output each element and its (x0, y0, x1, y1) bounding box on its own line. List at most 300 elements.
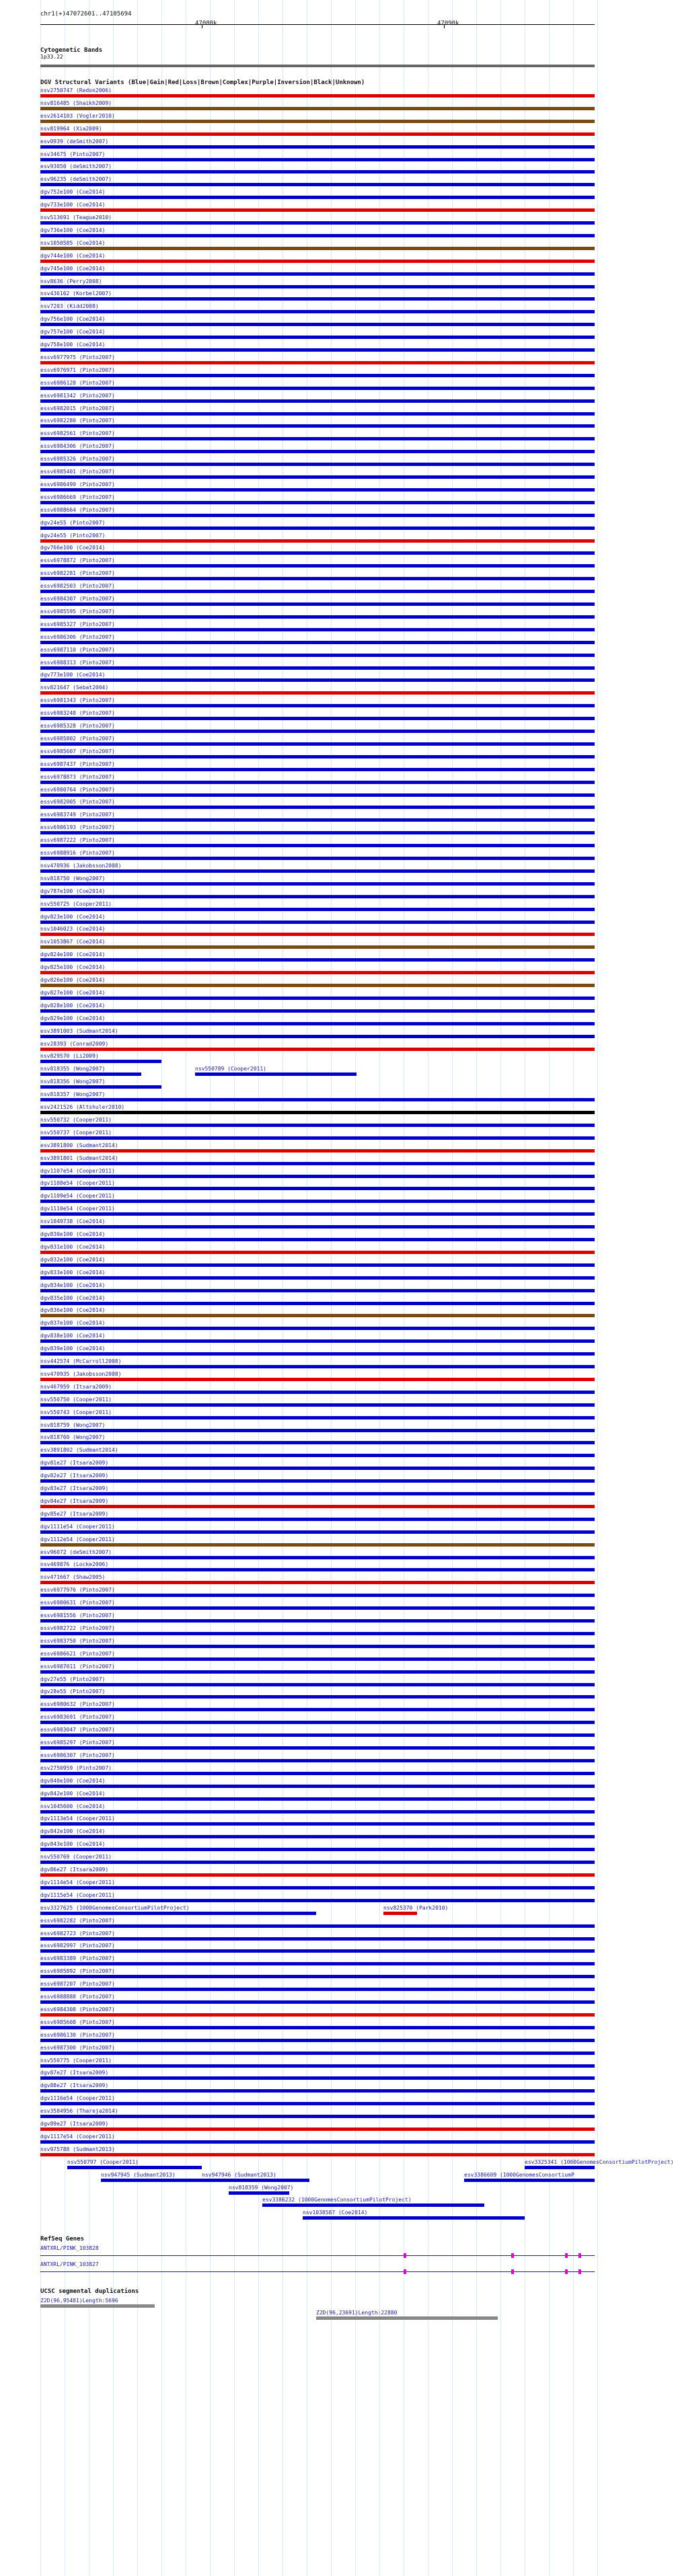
variant-row[interactable] (40, 901, 595, 913)
variant-row[interactable] (40, 570, 595, 582)
variant-row[interactable] (40, 1130, 595, 1142)
variant-row[interactable] (40, 710, 595, 722)
variant-bar (40, 1746, 595, 1750)
variant-bar (40, 1187, 595, 1190)
variant-label: dgv757e100 (Coe2014) (40, 329, 106, 336)
variant-label: dgv787e100 (Coe2014) (40, 888, 106, 894)
variant-bar (40, 1009, 595, 1013)
variant-row[interactable] (40, 799, 595, 811)
variant-row[interactable] (40, 380, 595, 392)
variant-label: dgv838e100 (Coe2014) (40, 1333, 106, 1339)
variant-row[interactable] (40, 1345, 595, 1358)
variant-row[interactable] (40, 2058, 595, 2070)
variant-row[interactable] (40, 660, 595, 672)
variant-bar (40, 1085, 161, 1089)
variant-label: dgv825e100 (Coe2014) (40, 964, 106, 971)
variant-bar (40, 1822, 595, 1826)
variant-row[interactable] (40, 1066, 141, 1078)
variant-row[interactable] (40, 1244, 595, 1256)
variant-row[interactable] (40, 1651, 595, 1663)
variant-row[interactable] (40, 1003, 595, 1015)
variant-row[interactable] (40, 1536, 595, 1549)
variant-row[interactable] (40, 481, 595, 494)
variant-label: dgv1117e54 (Cooper2011) (40, 2133, 115, 2140)
variant-bar (40, 704, 595, 707)
variant-row[interactable] (40, 1206, 595, 1218)
variant-bar (40, 437, 595, 440)
variant-row[interactable] (40, 1473, 595, 1485)
variant-row[interactable] (40, 1041, 595, 1053)
variant-row[interactable] (40, 939, 595, 951)
variant-row[interactable] (40, 354, 595, 366)
variant-row[interactable] (40, 1727, 595, 1739)
variant-row[interactable] (40, 1079, 161, 1091)
variant-row[interactable] (40, 1955, 595, 1967)
variant-row[interactable] (40, 672, 595, 684)
variant-row[interactable] (40, 176, 595, 188)
variant-bar (202, 2179, 309, 2182)
variant-label: dgv736e100 (Coe2014) (40, 227, 106, 233)
variant-row[interactable] (40, 1549, 595, 1561)
variant-row[interactable] (40, 456, 595, 468)
variant-row[interactable] (40, 1740, 595, 1752)
variant-row[interactable] (40, 367, 595, 379)
variant-row[interactable] (40, 850, 595, 862)
variant-row[interactable] (40, 1791, 595, 1803)
variant-bar (40, 208, 595, 212)
variant-label: essv6985595 (Pinto2007) (40, 608, 115, 615)
variant-label: nsv550750 (Cooper2011) (40, 1396, 112, 1403)
variant-bar (40, 628, 595, 631)
variant-row[interactable] (40, 139, 595, 151)
variant-row[interactable] (262, 2197, 484, 2209)
variant-label: nsv819964 (Xia2009) (40, 125, 102, 132)
dgv-track-title[interactable]: DGV Structural Variants (Blue|Gain|Red|Loss|Brown|Complex|Purple|Inversion|Black|Unknown) (40, 79, 365, 86)
variant-row[interactable] (40, 1816, 595, 1828)
variant-bar (40, 602, 595, 606)
exon-mark (511, 2269, 514, 2274)
variant-bar (40, 1391, 595, 1394)
variant-row[interactable] (40, 1765, 595, 1777)
variant-bar (40, 1924, 595, 1928)
variant-row[interactable] (40, 1867, 595, 1879)
variant-bar (262, 2203, 484, 2207)
variant-row[interactable] (40, 1854, 595, 1866)
variant-bar (40, 1886, 595, 1889)
segdup-item[interactable] (40, 2298, 155, 2310)
variant-label: essv6983248 (Pinto2007) (40, 710, 115, 717)
variant-bar (40, 1949, 595, 1953)
variant-row[interactable] (40, 1231, 595, 1243)
variant-row[interactable] (40, 2108, 595, 2120)
ruler-tick-label: 47080k (195, 20, 217, 27)
variant-row[interactable] (464, 2172, 595, 2184)
variant-label: essv6985297 (Pinto2007) (40, 1740, 115, 1746)
variant-label: essv6985802 (Pinto2007) (40, 735, 115, 742)
variant-bar (40, 1581, 595, 1584)
variant-row[interactable] (40, 964, 595, 976)
variant-bar (40, 501, 595, 504)
variant-row[interactable] (40, 1752, 595, 1764)
variant-bar (40, 869, 595, 873)
variant-bar (40, 285, 595, 288)
variant-row[interactable] (40, 1905, 316, 1917)
variant-row[interactable] (40, 1561, 595, 1573)
variant-label: esv3386232 (1000GenomesConsortiumPilotProject) (262, 2197, 412, 2203)
cytoband-bar[interactable] (40, 65, 595, 67)
variant-row[interactable] (40, 1371, 595, 1383)
variant-bar (40, 132, 595, 136)
variant-row[interactable] (40, 647, 595, 659)
variant-label: essv6977975 (Pinto2007) (40, 354, 115, 360)
variant-row[interactable] (40, 2146, 595, 2158)
variant-row[interactable] (40, 1155, 595, 1167)
variant-row[interactable] (101, 2172, 202, 2184)
variant-row[interactable] (40, 151, 595, 163)
variant-bar (40, 387, 595, 390)
variant-row[interactable] (40, 1307, 595, 1319)
grid-line (597, 0, 598, 2576)
variant-row[interactable] (40, 1828, 595, 1840)
variant-label: dgv1116e54 (Cooper2011) (40, 2095, 115, 2102)
variant-label: essv6982503 (Pinto2007) (40, 583, 115, 590)
variant-row[interactable] (40, 1397, 595, 1409)
variant-row[interactable] (40, 533, 595, 545)
variant-bar (40, 1454, 595, 1457)
gene-label: ANTXRL/PINK_103828 (40, 2245, 99, 2252)
variant-bar (40, 1899, 595, 1902)
variant-row[interactable] (40, 1460, 595, 1472)
exon-mark (404, 2269, 406, 2274)
variant-row[interactable] (40, 507, 595, 519)
variant-row[interactable] (40, 2019, 595, 2031)
variant-label: essv6985326 (Pinto2007) (40, 456, 115, 463)
variant-row[interactable] (40, 914, 595, 926)
variant-bar (40, 1225, 595, 1228)
variant-row[interactable] (40, 240, 595, 252)
variant-label: essv6978872 (Pinto2007) (40, 557, 115, 564)
variant-label: nsv947945 (Sudmant2013) (101, 2171, 176, 2178)
variant-label: nsv467959 (Itsara2009) (40, 1383, 112, 1390)
variant-row[interactable] (40, 545, 595, 557)
variant-label: dgv842e100 (Coe2014) (40, 1790, 106, 1797)
variant-label: essv6982997 (Pinto2007) (40, 1943, 115, 1949)
variant-row[interactable] (40, 990, 595, 1002)
variant-bar (40, 768, 595, 771)
variant-bar (40, 1467, 595, 1470)
variant-label: essv6982280 (Pinto2007) (40, 418, 115, 424)
exon-mark (578, 2269, 581, 2274)
variant-bar (303, 2216, 525, 2220)
variant-row[interactable] (40, 685, 595, 697)
variant-bar (40, 1797, 595, 1801)
variant-row[interactable] (40, 1701, 595, 1713)
variant-row[interactable] (40, 1168, 595, 1180)
variant-row[interactable] (40, 2121, 595, 2133)
variant-row[interactable] (40, 1384, 595, 1396)
variant-row[interactable] (40, 888, 595, 900)
variant-row[interactable] (40, 494, 595, 506)
variant-bar (67, 2166, 202, 2169)
variant-bar (40, 1645, 595, 1648)
variant-row[interactable] (40, 1638, 595, 1650)
segdup-label: Z2D(96,95481)Length:5696 (40, 2298, 118, 2304)
variant-row[interactable] (40, 1778, 595, 1790)
variant-bar (40, 272, 595, 276)
variant-bar (40, 1429, 595, 1432)
refseq-track-title[interactable]: RefSeq Genes (40, 2236, 85, 2243)
variant-row[interactable] (40, 583, 595, 595)
variant-label: dgv828e100 (Coe2014) (40, 1002, 106, 1009)
variant-row[interactable] (40, 1028, 595, 1040)
segdup-item[interactable] (316, 2310, 498, 2322)
variant-row[interactable] (40, 253, 595, 265)
variant-row[interactable] (40, 697, 595, 709)
variant-bar (40, 1975, 595, 1978)
variant-bar (40, 1568, 595, 1571)
variant-row[interactable] (40, 977, 595, 989)
variant-row[interactable] (40, 596, 595, 608)
variant-label: nsv1049738 (Coe2014) (40, 1218, 106, 1225)
variant-label: nsv471667 (Shaw2005) (40, 1574, 106, 1581)
variant-label: nsv470935 (Jakobsson2008) (40, 1370, 122, 1377)
variant-label: dgv1111e54 (Cooper2011) (40, 1523, 115, 1530)
variant-row[interactable] (40, 723, 595, 735)
variant-bar (40, 895, 595, 898)
variant-row[interactable] (40, 2134, 595, 2146)
variant-row[interactable] (40, 1422, 595, 1434)
variant-row[interactable] (40, 1587, 595, 1599)
variant-row[interactable] (40, 1511, 595, 1523)
variant-row[interactable] (40, 1981, 595, 1993)
variant-label: nsv550743 (Cooper2011) (40, 1409, 112, 1415)
variant-row[interactable] (40, 1434, 595, 1446)
variant-label: dgv1114e54 (Cooper2011) (40, 1879, 115, 1885)
variant-row[interactable] (40, 1676, 595, 1688)
cytoband-track-title[interactable]: Cytogenetic Bands (40, 47, 103, 54)
variant-bar (40, 374, 595, 377)
variant-row[interactable] (40, 1994, 595, 2006)
variant-row[interactable] (40, 1295, 595, 1307)
variant-row[interactable] (303, 2210, 525, 2222)
variant-row[interactable] (40, 2032, 595, 2044)
variant-row[interactable] (40, 1117, 595, 1129)
variant-row[interactable] (40, 812, 595, 824)
variant-row[interactable] (229, 2184, 294, 2197)
variant-row[interactable] (40, 405, 595, 418)
variant-row[interactable] (40, 1688, 595, 1701)
variant-row[interactable] (40, 290, 595, 303)
variant-row[interactable] (40, 1943, 595, 1955)
variant-row[interactable] (40, 2082, 595, 2095)
variant-row[interactable] (40, 1142, 595, 1155)
variant-row[interactable] (40, 1803, 595, 1816)
variant-row[interactable] (383, 1904, 449, 1917)
variant-bar (40, 145, 595, 149)
variant-bar (40, 488, 595, 492)
variant-row[interactable] (40, 1574, 595, 1586)
variant-row[interactable] (40, 1485, 595, 1497)
segdup-track-title[interactable]: UCSC segmental duplications (40, 2288, 139, 2296)
variant-row[interactable] (40, 1612, 595, 1625)
variant-row[interactable] (40, 1930, 595, 1943)
variant-row[interactable] (40, 1180, 595, 1192)
variant-row[interactable] (40, 1714, 595, 1726)
variant-row[interactable] (40, 1282, 595, 1294)
variant-bar (40, 514, 595, 517)
variant-bar (40, 882, 595, 886)
variant-label: essv6986306 (Pinto2007) (40, 633, 115, 640)
variant-label: essv6985328 (Pinto2007) (40, 723, 115, 729)
variant-row[interactable] (202, 2172, 309, 2184)
variant-row[interactable] (40, 1625, 595, 1637)
variant-row[interactable] (40, 202, 595, 214)
variant-row[interactable] (40, 1358, 595, 1370)
variant-row[interactable] (40, 1333, 595, 1345)
variant-label: nsv8636 (Perry2008) (40, 278, 102, 284)
variant-row[interactable] (40, 837, 595, 849)
variant-row[interactable] (40, 1664, 595, 1676)
variant-row[interactable] (40, 1104, 595, 1116)
variant-row[interactable] (40, 634, 595, 646)
variant-row[interactable] (40, 126, 595, 138)
variant-row[interactable] (40, 1918, 595, 1930)
variant-bar (383, 1912, 417, 1915)
variant-row[interactable] (40, 430, 595, 442)
variant-row[interactable] (40, 774, 595, 786)
variant-row[interactable] (40, 329, 595, 341)
variant-row[interactable] (40, 1270, 595, 1282)
variant-bar (40, 1302, 595, 1305)
variant-row[interactable] (40, 1193, 595, 1205)
variant-row[interactable] (40, 266, 595, 278)
variant-bar (40, 297, 595, 301)
variant-row[interactable] (40, 163, 595, 175)
variant-label: essv6982723 (Pinto2007) (40, 1930, 115, 1937)
variant-label: essv6982561 (Pinto2007) (40, 430, 115, 437)
variant-label: essv6982005 (Pinto2007) (40, 799, 115, 806)
variant-label: essv6977976 (Pinto2007) (40, 1587, 115, 1594)
variant-row[interactable] (40, 1409, 595, 1421)
variant-bar (40, 984, 595, 987)
variant-label: essv6978873 (Pinto2007) (40, 773, 115, 780)
variant-row[interactable] (40, 2045, 595, 2057)
variant-row[interactable] (40, 443, 595, 455)
variant-label: dgv843e100 (Coe2014) (40, 1841, 106, 1848)
variant-row[interactable] (40, 113, 595, 125)
variant-row[interactable] (40, 1320, 595, 1332)
variant-row[interactable] (40, 748, 595, 760)
variant-bar (40, 997, 595, 1000)
variant-row[interactable] (40, 1447, 595, 1459)
variant-bar (40, 1365, 595, 1368)
variant-row[interactable] (40, 557, 595, 570)
variant-row[interactable] (195, 1066, 357, 1078)
variant-row[interactable] (40, 393, 595, 405)
variant-row[interactable] (40, 1498, 595, 1510)
variant-label: essv6988664 (Pinto2007) (40, 506, 115, 513)
variant-bar (40, 1416, 595, 1419)
variant-row[interactable] (40, 2070, 595, 2082)
variant-label: essv6980631 (Pinto2007) (40, 1600, 115, 1606)
variant-row[interactable] (40, 1841, 595, 1853)
variant-row[interactable] (40, 1879, 595, 1891)
variant-row[interactable] (40, 1015, 595, 1027)
variant-row[interactable] (40, 609, 595, 621)
variant-row[interactable] (40, 278, 595, 290)
variant-row[interactable] (40, 189, 595, 201)
variant-row[interactable] (40, 951, 595, 964)
variant-row[interactable] (40, 87, 595, 100)
variant-label: essv6976971 (Pinto2007) (40, 366, 115, 373)
variant-row[interactable] (40, 761, 595, 773)
variant-bar (40, 1619, 595, 1623)
variant-row[interactable] (525, 2158, 674, 2171)
variant-row[interactable] (40, 316, 595, 328)
variant-label: nsv975788 (Sudmant2013) (40, 2146, 115, 2152)
variant-bar (40, 831, 595, 834)
variant-row[interactable] (40, 1218, 595, 1231)
variant-label: esv0939 (deSmith2007) (40, 138, 109, 145)
variant-row[interactable] (40, 875, 595, 888)
variant-bar (40, 2153, 595, 2156)
variant-row[interactable] (40, 2006, 595, 2019)
variant-row[interactable] (40, 926, 595, 938)
variant-label: essv6987222 (Pinto2007) (40, 837, 115, 844)
variant-label: dgv824e100 (Coe2014) (40, 951, 106, 958)
variant-row[interactable] (40, 736, 595, 748)
variant-row[interactable] (40, 342, 595, 354)
variant-row[interactable] (40, 1257, 595, 1269)
variant-row[interactable] (40, 863, 595, 875)
variant-bar (40, 577, 595, 580)
variant-bar (40, 1759, 595, 1762)
variant-bar (40, 1530, 595, 1534)
variant-row[interactable] (40, 1524, 595, 1536)
variant-row[interactable] (40, 1968, 595, 1980)
variant-row[interactable] (67, 2159, 202, 2171)
variant-label: dgv1113e54 (Cooper2011) (40, 1816, 115, 1822)
refseq-gene[interactable] (40, 2245, 595, 2260)
variant-label: essv6986130 (Pinto2007) (40, 2031, 115, 2038)
variant-row[interactable] (40, 303, 595, 315)
variant-row[interactable] (40, 100, 595, 112)
variant-row[interactable] (40, 214, 595, 227)
cytoband-label: 1p33.22 (40, 54, 63, 60)
variant-label: essv6981342 (Pinto2007) (40, 392, 115, 399)
variant-row[interactable] (40, 1892, 595, 1904)
refseq-gene[interactable] (40, 2261, 595, 2276)
variant-row[interactable] (40, 787, 595, 799)
variant-label: essv6984306 (Pinto2007) (40, 443, 115, 450)
variant-row[interactable] (40, 520, 595, 532)
variant-row[interactable] (40, 1091, 595, 1103)
variant-row[interactable] (40, 824, 595, 836)
variant-row[interactable] (40, 2095, 595, 2107)
variant-label: essv6986193 (Pinto2007) (40, 824, 115, 831)
variant-row[interactable] (40, 469, 595, 481)
variant-bar (40, 742, 595, 746)
variant-row[interactable] (40, 418, 595, 430)
variant-row[interactable] (40, 621, 595, 633)
variant-bar (40, 1276, 595, 1280)
variant-row[interactable] (40, 1053, 161, 1065)
variant-row[interactable] (40, 227, 595, 239)
segdup-bar (316, 2316, 498, 2320)
variant-row[interactable] (40, 1600, 595, 1612)
variant-label: dgv1112e54 (Cooper2011) (40, 1536, 115, 1543)
variant-label: nsv818760 (Wong2007) (40, 1434, 106, 1441)
